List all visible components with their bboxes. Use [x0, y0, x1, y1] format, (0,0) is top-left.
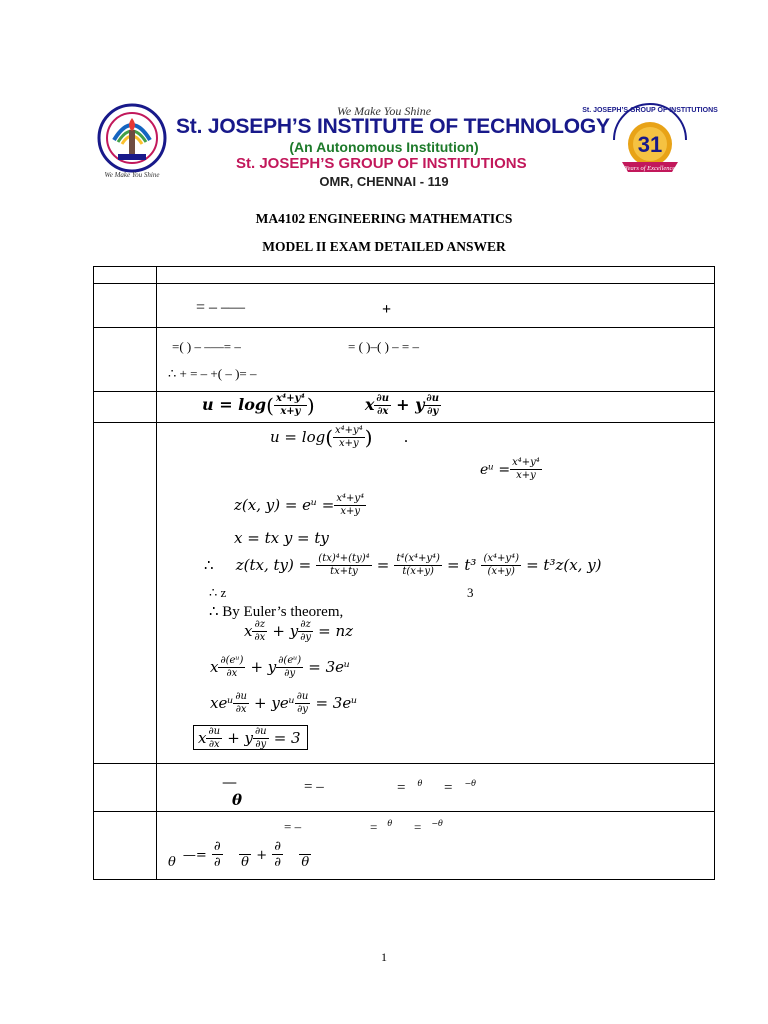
- logo-lettering: We Make You Shine: [104, 171, 160, 179]
- ans3-line2: θ —= $\frac{\partial}{\partial}$ θ + $\frac{\partial}{\partial}$ θ: [166, 839, 311, 870]
- ans-boxed-result: [193, 726, 308, 751]
- q2-x: x: [364, 395, 375, 414]
- ans-substitution: x = tx y = ty: [234, 529, 329, 547]
- anniversary-number: 31: [637, 132, 663, 157]
- question-2: u = log( $\frac{\text{x⁴+y⁴}}{x+y}$ ) x $\frac{\partial u}{\partial x}$ + y $\frac{\partial u}{\partial y}$: [202, 393, 440, 418]
- boxed-result: x $\frac{\partial u}{\partial x}$ + y $\frac{\partial u}{\partial y}$ = 3: [193, 725, 308, 750]
- ans3-line1: = –: [284, 819, 302, 834]
- row2-plus: +: [382, 301, 392, 318]
- answer-table: [93, 266, 715, 880]
- row-divider: [94, 391, 714, 392]
- location: OMR, CHENNAI - 119: [319, 174, 449, 189]
- ans-z-homogeneous: ∴ z: [209, 585, 227, 600]
- q3-theta: θ: [232, 791, 243, 809]
- course-title: MA4102 ENGINEERING MATHEMATICS: [255, 211, 513, 226]
- page-number: 1: [381, 950, 387, 964]
- row3-line1b: = ( )–( ) – = –: [348, 339, 419, 354]
- exam-title: MODEL II EXAM DETAILED ANSWER: [262, 239, 506, 254]
- row-divider: [94, 811, 714, 812]
- ans-eu: eᵘ = $\frac{\text{x⁴+y⁴}}{x+y}$: [480, 457, 540, 481]
- svg-text:St. JOSEPH’S GROUP OF INSTITUT: St. JOSEPH’S GROUP OF INSTITUTIONS: [582, 107, 718, 114]
- ans3-line1b: = $^\theta$: [370, 819, 393, 835]
- q2-dy: ∂y: [427, 406, 439, 417]
- q3-eq1: = –: [304, 779, 324, 795]
- institute-subtitle: (An Autonomous Institution): [289, 139, 479, 155]
- column-divider: [156, 267, 157, 879]
- q2-num: x⁴+y⁴: [275, 393, 305, 404]
- ans-step1: x $\frac{\text{∂(eᵘ)}}{\partial x}$ + y $\frac{\text{∂(eᵘ)}}{\partial y}$ = 3eᵘ: [210, 655, 350, 679]
- tagline: We Make You Shine: [336, 104, 432, 118]
- ans-given: u = log( $\frac{\text{x⁴+y⁴}}{x+y}$ ) .: [270, 425, 409, 450]
- row-divider: [94, 283, 714, 284]
- q3-eq3: = $^{-\theta}$: [444, 779, 476, 796]
- q3-bar: —: [222, 773, 237, 791]
- row3-line1: =( ) – –—= –: [172, 339, 241, 354]
- anniversary-logo: [582, 100, 718, 180]
- ans-degree: 3: [467, 585, 474, 600]
- row-divider: [94, 327, 714, 328]
- row2-equation: = – –—: [196, 299, 246, 316]
- group-name: St. JOSEPH’S GROUP OF INSTITUTIONS: [236, 155, 527, 172]
- ans-euler-eq: x $\frac{\partial z}{\partial x}$ + y $\frac{\partial z}{\partial y}$ = nz: [244, 619, 354, 643]
- q2-du2: ∂u: [426, 393, 440, 404]
- q2-plus-y: + y: [396, 395, 425, 414]
- institute-name: St. JOSEPH’S INSTITUTE OF TECHNOLOGY: [176, 115, 610, 138]
- ans-z-def: z(x, y) = eᵘ = $\frac{\text{x⁴+y⁴}}{x+y}$: [234, 493, 365, 517]
- q2-dx: ∂x: [377, 406, 389, 417]
- ans3-line1c: = $^{-\theta}$: [414, 819, 443, 835]
- q2-den: x+y: [280, 406, 301, 417]
- row3-line2: ∴ + = – +( – )= –: [168, 366, 257, 381]
- anniversary-text: Years of Excellence: [624, 165, 676, 172]
- ans-homogeneity: ∴ z(tx, ty) = $\frac{\text{(tx)⁴+(ty)⁴}}{tx+ty}$ = $\frac{\text{t⁴(x⁴+y⁴)}}{t(x+y)}$ = t³ $\frac{\text{(x⁴+y⁴)}}{(x+y)}$ = t³z(x, y): [204, 553, 602, 577]
- q2-du1: ∂u: [376, 393, 390, 404]
- row-divider: [94, 422, 714, 423]
- ans-euler-label: ∴ By Euler’s theorem,: [209, 604, 344, 620]
- row-divider: [94, 763, 714, 764]
- ans-step2: xeᵘ $\frac{\partial u}{\partial x}$ + yeᵘ $\frac{\partial u}{\partial y}$ = 3eᵘ: [210, 691, 358, 715]
- q2-lhs: u = log: [202, 395, 267, 414]
- q3-eq2: = $^\theta$: [397, 779, 423, 796]
